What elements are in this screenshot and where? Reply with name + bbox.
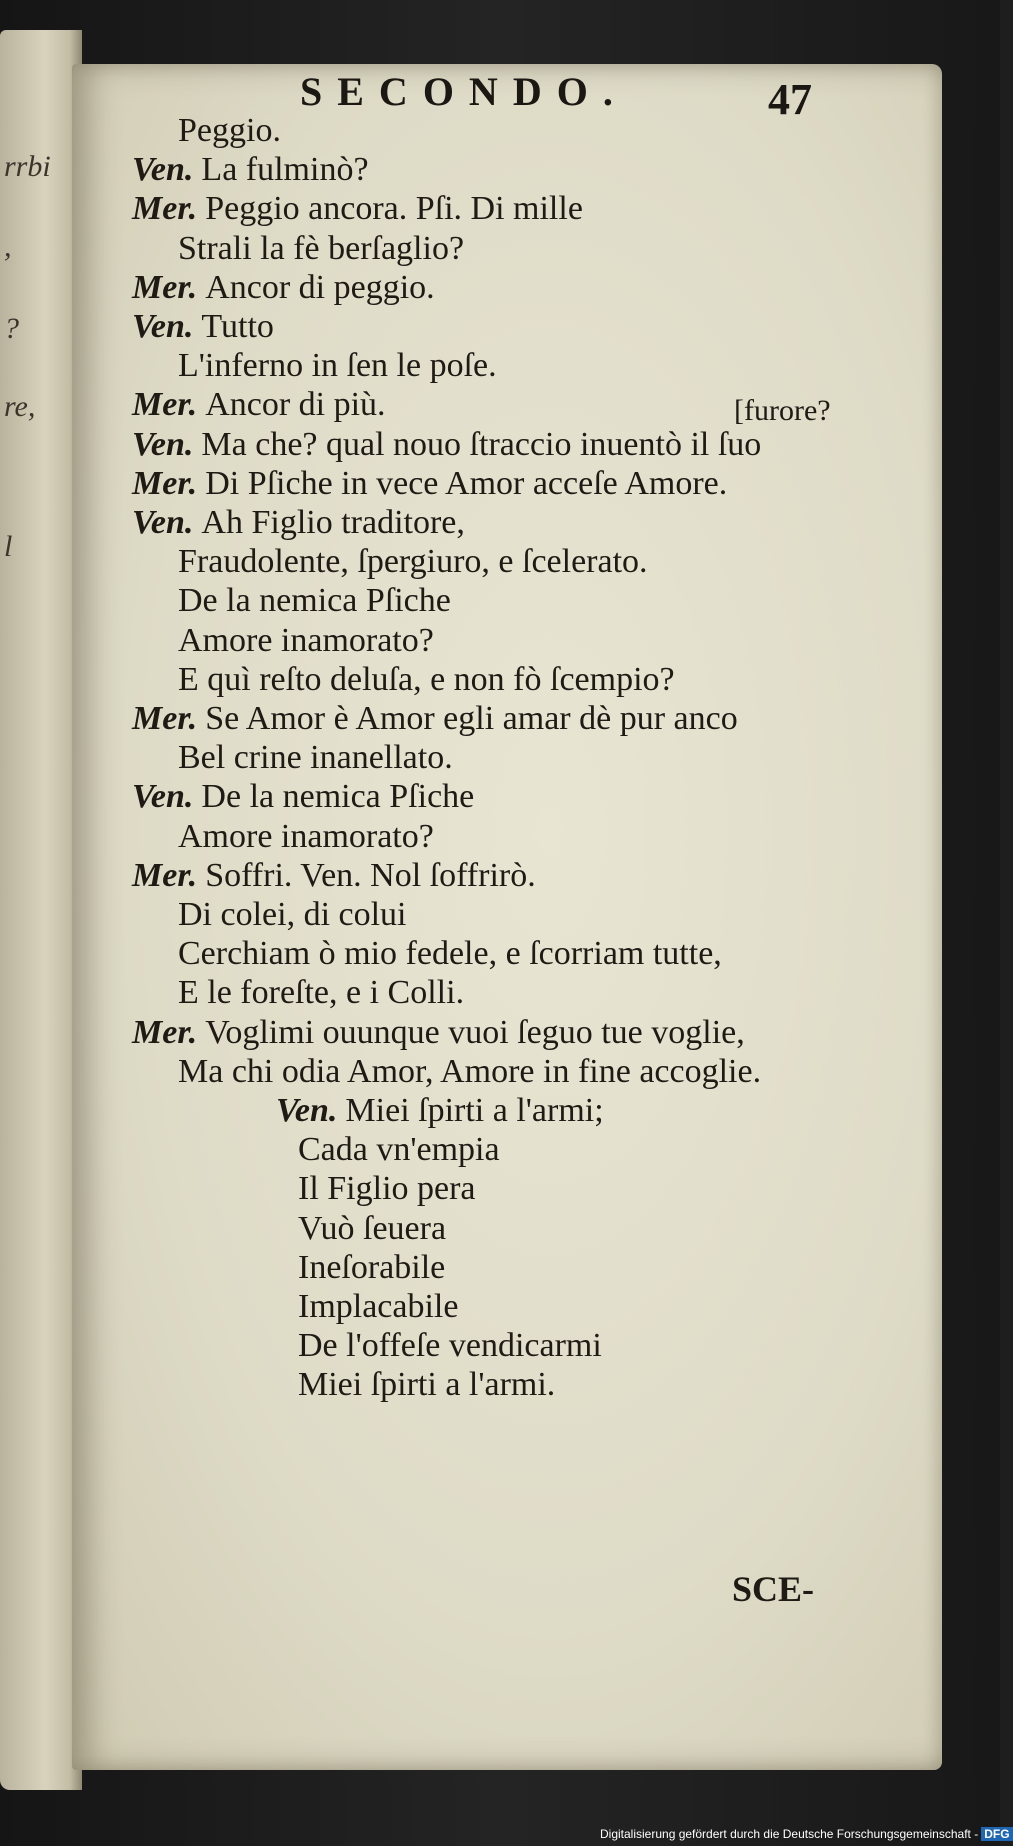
- line-text: Di colei, di colui: [178, 896, 407, 933]
- credit-text: Digitalisierung gefördert durch die Deutsche Forschungsgemeinschaft -: [600, 1827, 979, 1841]
- line-text: Miei ſpirti a l'armi.: [298, 1366, 556, 1403]
- text-line: [132, 1014, 745, 1052]
- text-line: [276, 1092, 604, 1130]
- line-text: Ma che? qual nouo ſtraccio inuentò il ſuo: [201, 426, 762, 463]
- right-margin-note: [furore?: [734, 394, 831, 427]
- text-line: [298, 1249, 445, 1287]
- line-text: Voglimi ouunque vuoi ſeguo tue voglie,: [205, 1014, 745, 1051]
- speaker-label: Ven.: [132, 426, 194, 463]
- text-line: [132, 465, 727, 503]
- digitization-credit: [600, 1827, 1013, 1845]
- line-text: Fraudolente, ſpergiuro, e ſcelerato.: [178, 543, 648, 580]
- margin-fragment: ?: [4, 312, 19, 345]
- text-line: [178, 582, 451, 620]
- text-line: [178, 112, 281, 150]
- previous-page-edge: [0, 30, 82, 1790]
- text-line: [132, 269, 435, 307]
- speaker-label: Ven.: [276, 1092, 338, 1129]
- speaker-label: Mer.: [132, 1014, 198, 1051]
- speaker-label: Mer.: [132, 190, 198, 227]
- line-text: Miei ſpirti a l'armi;: [345, 1092, 604, 1129]
- line-text: L'inferno in ſen le poſe.: [178, 347, 497, 384]
- margin-fragment: l: [4, 530, 13, 563]
- line-text: E le foreſte, e i Colli.: [178, 974, 465, 1011]
- line-text: Ancor di più.: [205, 386, 386, 423]
- text-line: [132, 151, 369, 189]
- line-text: La fulminò?: [201, 151, 369, 188]
- line-text: Ineſorabile: [298, 1249, 446, 1286]
- text-line: [178, 1053, 761, 1091]
- text-line: [298, 1131, 500, 1169]
- line-text: Peggio ancora. Pſi. Di mille: [205, 190, 583, 227]
- dfg-logo: DFG: [981, 1827, 1012, 1841]
- line-text: Di Pſiche in vece Amor acceſe Amore.: [205, 465, 728, 502]
- text-line: [298, 1288, 458, 1326]
- line-text: Tutto: [201, 308, 274, 345]
- line-text: Implacabile: [298, 1288, 459, 1325]
- line-text: Il Figlio pera: [298, 1170, 476, 1207]
- speaker-label: Mer.: [132, 465, 198, 502]
- speaker-label: Ven.: [132, 778, 194, 815]
- line-text: Soffri. Ven. Nol ſoffrirò.: [205, 857, 536, 894]
- speaker-label: Ven.: [132, 504, 194, 541]
- catchword: SCE-: [732, 1569, 815, 1609]
- text-line: [132, 700, 738, 738]
- line-text: Strali la fè berſaglio?: [178, 230, 465, 267]
- speaker-label: Mer.: [132, 269, 198, 306]
- line-text: Se Amor è Amor egli amar dè pur anco: [205, 700, 738, 737]
- running-title: SECONDO.: [300, 69, 628, 114]
- text-line: [178, 543, 648, 581]
- text-line: [132, 504, 465, 542]
- text-line: [132, 386, 386, 424]
- line-text: Cerchiam ò mio fedele, e ſcorriam tutte,: [178, 935, 722, 972]
- text-line: [298, 1170, 476, 1208]
- line-text: De l'offeſe vendicarmi: [298, 1327, 602, 1364]
- speaker-label: Ven.: [132, 308, 194, 345]
- text-line: [178, 818, 434, 856]
- line-text: Ma chi odia Amor, Amore in fine accoglie.: [178, 1053, 762, 1090]
- page-number: 47: [768, 75, 812, 124]
- speaker-label: Mer.: [132, 857, 198, 894]
- text-line: [132, 190, 583, 228]
- speaker-label: Ven.: [132, 151, 194, 188]
- margin-fragment: re,: [4, 390, 36, 423]
- text-line: [178, 896, 407, 934]
- text-line: [178, 347, 497, 385]
- text-line: [178, 622, 434, 660]
- line-text: De la nemica Pſiche: [178, 582, 451, 619]
- line-text: E quì reſto deluſa, e non fò ſcempio?: [178, 661, 675, 698]
- speaker-label: Mer.: [132, 386, 198, 423]
- text-line: [178, 935, 722, 973]
- text-line: [178, 974, 464, 1012]
- text-line: [178, 661, 675, 699]
- text-line: [178, 739, 453, 777]
- speaker-label: Mer.: [132, 700, 198, 737]
- margin-fragment: ,: [4, 230, 12, 263]
- text-line: [132, 778, 474, 816]
- text-line: [132, 426, 761, 464]
- text-line: [178, 230, 464, 268]
- line-text: Ancor di peggio.: [205, 269, 435, 306]
- line-text: Bel crine inanellato.: [178, 739, 453, 776]
- text-line: [298, 1366, 555, 1404]
- line-text: Ah Figlio traditore,: [201, 504, 465, 541]
- text-line: [298, 1327, 602, 1365]
- line-text: De la nemica Pſiche: [201, 778, 475, 815]
- line-text: Peggio.: [178, 112, 281, 149]
- line-text: Vuò ſeuera: [298, 1210, 447, 1247]
- line-text: Amore inamorato?: [178, 622, 434, 659]
- text-line: [298, 1210, 446, 1248]
- text-line: [132, 308, 274, 346]
- text-line: [132, 857, 536, 895]
- line-text: Amore inamorato?: [178, 818, 434, 855]
- line-text: Cada vn'empia: [298, 1131, 500, 1168]
- margin-fragment: rrbi: [4, 150, 51, 183]
